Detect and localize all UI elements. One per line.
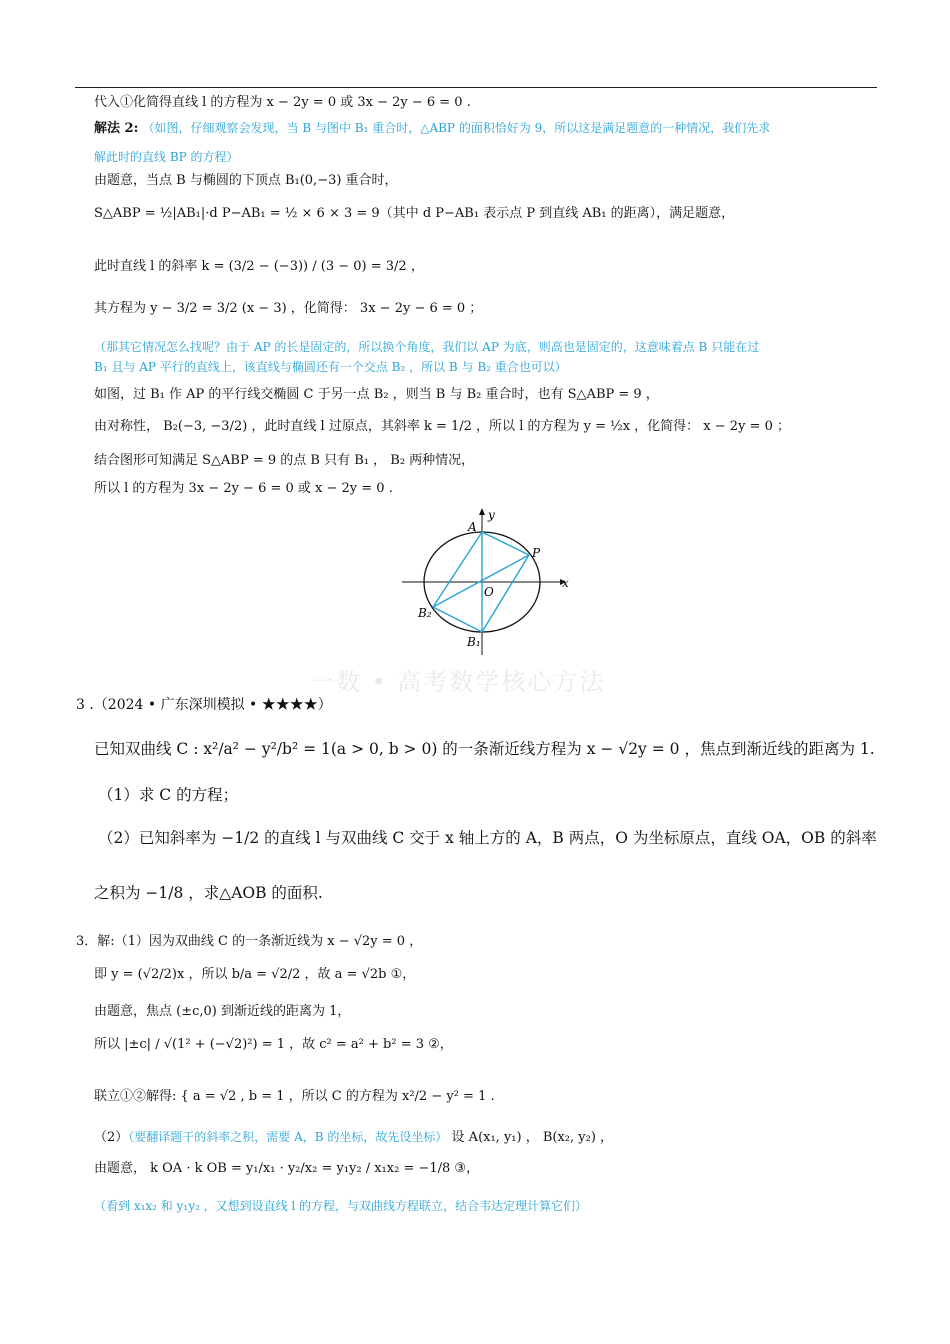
problem3-header: 3 .（2024 • 广东深圳模拟 • ★★★★）	[76, 697, 332, 713]
label-p: P	[532, 546, 541, 560]
solution2-line-5: 如图，过 B₁ 作 AP 的平行线交椭圆 C 于另一点 B₂ ，则当 B 与 B₂ 重合时，也有 S△ABP = 9 ，	[94, 387, 659, 402]
solution2-line-3: 此时直线 l 的斜率 k = (3/2 − (−3)) / (3 − 0) = 3/2 ，	[94, 259, 424, 274]
answer3-part2-prefix: （2）	[94, 1130, 129, 1145]
answer3-line-3: 由题意，焦点 (±c,0) 到渐近线的距离为 1，	[94, 1004, 351, 1019]
answer3-line-1: 3．解:（1）因为双曲线 C 的一条渐近线为 x − √2y = 0 ，	[76, 934, 423, 949]
answer3-line-5: 联立①②解得: { a = √2 , b = 1 ，所以 C 的方程为 x²/2 − y² = 1 .	[94, 1089, 495, 1104]
label-x: x	[562, 576, 569, 590]
answer3-part2-note2: （看到 x₁x₂ 和 y₁y₂ ，又想到设直线 l 的方程，与双曲线方程联立，结合韦达定理计算它们）	[94, 1199, 588, 1213]
label-a: A	[468, 520, 477, 534]
solution2-line-2: S△ABP = ½|AB₁|·d P−AB₁ = ½ × 6 × 3 = 9（其中 d P−AB₁ 表示点 P 到直线 AB₁ 的距离），满足题意，	[94, 206, 735, 221]
problem3-q2-line2: 之积为 −1/8 ，求△AOB 的面积.	[94, 884, 323, 902]
answer3-line-4: 所以 |±c| / √(1² + (−√2)²) = 1 ，故 c² = a² + b² = 3 ②，	[94, 1037, 453, 1052]
solution2-line-6: 由对称性， B₂(−3, −3/2) ，此时直线 l 过原点，其斜率 k = 1/2 ，所以 l 的方程为 y = ½x ，化简得： x − 2y = 0 ；	[94, 419, 790, 434]
solution2-header	[94, 119, 770, 138]
label-y: y	[488, 508, 495, 522]
solution2-note-2: 解此时的直线 BP 的方程）	[94, 150, 239, 164]
answer3-part2-note: （要翻译题干的斜率之积，需要 A，B 的坐标，故先设坐标）	[128, 1130, 448, 1144]
problem3-q1: （1）求 C 的方程；	[98, 786, 239, 804]
solution2-line-1: 由题意，当点 B 与椭圆的下顶点 B₁(0,−3) 重合时，	[94, 173, 398, 188]
ellipse-figure	[398, 505, 598, 665]
label-b1: B₁	[467, 635, 481, 649]
watermark: 一数 • 高考数学核心方法	[310, 668, 606, 696]
solution2-note2-1: （那其它情况怎么找呢？由于 AP 的长是固定的，所以换个角度，我们以 AP 为底，则高也是固定的，这意味着点 B 只能在过	[94, 340, 760, 354]
y-axis-arrow	[479, 508, 485, 515]
solution2-note-1: （如图，仔细观察会发现，当 B 与图中 B₁ 重合时，△ABP 的面积恰好为 9，所以这是满足题意的一种情况，我们先求	[142, 121, 771, 135]
segment-b2-p	[433, 555, 529, 607]
solution2-line-4: 其方程为 y − 3/2 = 3/2 (x − 3) ，化简得： 3x − 2y − 6 = 0 ；	[94, 301, 483, 316]
solution2-line-8: 所以 l 的方程为 3x − 2y − 6 = 0 或 x − 2y = 0 .	[94, 481, 393, 496]
answer3-line-2: 即 y = (√2/2)x ，所以 b/a = √2/2 ，故 a = √2b ①，	[94, 967, 416, 982]
solution2-note2-2: B₁ 且与 AP 平行的直线上，该直线与椭圆还有一个交点 B₂ ，所以 B 与 B₂ 重合也可以）	[94, 360, 567, 374]
solution2-line-7: 结合图形可知满足 S△ABP = 9 的点 B 只有 B₁ ， B₂ 两种情况，	[94, 453, 475, 468]
answer3-part2-line2: 由题意， k OA · k OB = y₁/x₁ · y₂/x₂ = y₁y₂ / x₁x₂ = −1/8 ③，	[94, 1161, 480, 1176]
problem3-stem: 已知双曲线 C : x²/a² − y²/b² = 1(a > 0, b > 0) 的一条渐近线方程为 x − √2y = 0 ，焦点到渐近线的距离为 1.	[94, 740, 875, 758]
segment-a-b2	[433, 532, 482, 607]
answer3-part2	[94, 1128, 613, 1147]
solution2-label: 解法 2:	[94, 121, 139, 136]
problem3-q2-line1: （2）已知斜率为 −1/2 的直线 l 与双曲线 C 交于 x 轴上方的 A，B 两点，O 为坐标原点，直线 OA，OB 的斜率	[98, 829, 877, 847]
label-b2: B₂	[418, 606, 432, 620]
solution1-conclusion: 代入①化简得直线 l 的方程为 x − 2y = 0 或 3x − 2y − 6 = 0 .	[94, 95, 471, 110]
segment-b1-b2	[433, 607, 482, 632]
top-rule	[75, 87, 877, 88]
answer3-part2-rest: 设 A(x₁, y₁) ， B(x₂, y₂) ，	[451, 1130, 614, 1145]
label-o: O	[484, 585, 494, 599]
